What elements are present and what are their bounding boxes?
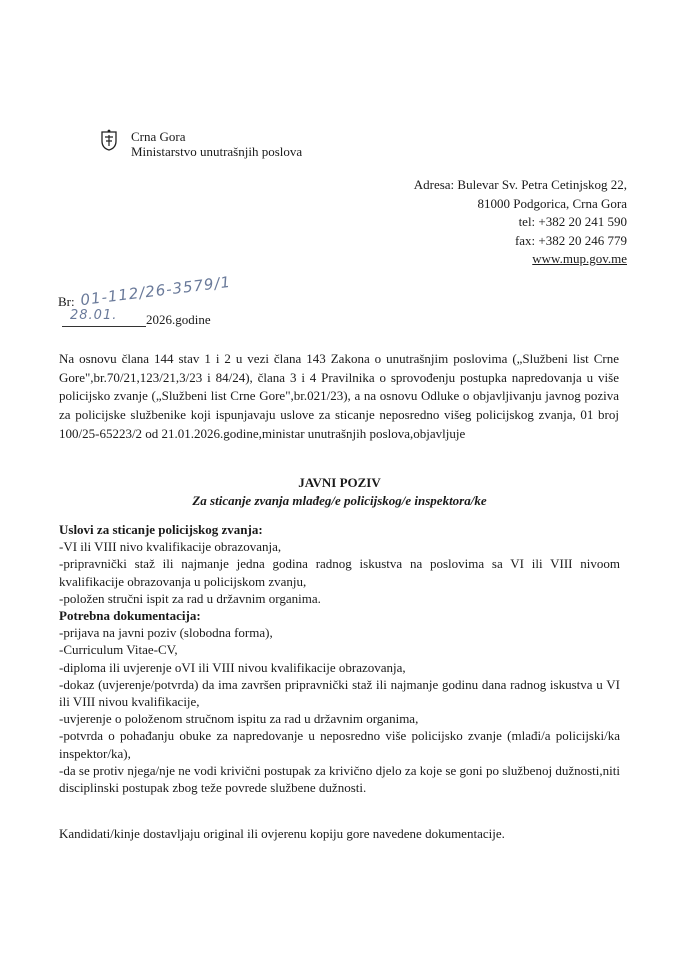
list-item: -diploma ili uvjerenje oVI ili VIII nivou kvalifikacije obrazovanja, (59, 659, 406, 675)
reference-block (58, 272, 298, 334)
city-line: 81000 Podgorica, Crna Gora (477, 195, 627, 211)
address-line: Adresa: Bulevar Sv. Petra Cetinjskog 22, (413, 177, 627, 192)
organization-name (131, 129, 302, 159)
contact-block (414, 176, 627, 269)
date-suffix: 2026.godine (146, 312, 211, 327)
list-item: -pripravnički staž ili najmanje jedna godina radnog iskustva na poslovima sa VI ili VIII nivoom kvalifikacije obrazovanja u policijskom zvanju, (59, 556, 620, 589)
page-subtitle: Za sticanje zvanja mlađeg/e policijskog/e inspektora/ke (192, 493, 487, 508)
date-underline (62, 326, 146, 327)
page-title: JAVNI POZIV (298, 475, 381, 490)
documents-heading: Potrebna dokumentacija: (59, 608, 201, 624)
handwritten-date: 28.01. (70, 308, 118, 323)
website-link[interactable]: www.mup.gov.me (532, 251, 627, 266)
requirements-section (59, 521, 620, 796)
fax: fax: +382 20 246 779 (514, 232, 627, 248)
country-name: Crna Gora (131, 129, 186, 144)
ministry-name: Ministarstvo unutrašnjih poslova (131, 144, 303, 159)
handwritten-number: 01-112/26-3579/1 (79, 272, 233, 310)
closing-note: Kandidati/kinje dostavljaju original ili ovjerenu kopiju gore navedene dokumentacije. (59, 826, 505, 841)
intro-text: Na osnovu člana 144 stav 1 i 2 u vezi člana 143 Zakona o unutrašnjim poslovima („Službeni list Crne Gore",br.70/21,123/21,3/23 i 84/24), člana 3 i 4 Pravilnika o sprovođenju postupka napredovanja u više policijsko zvanje („Službeni list Crne Gore",br.021/23), a na osnovu Odluke o objavljivanju javnog poziva za policijske službenike koji ispunjavaju uslove za sticanje neposredno višeg policijskog zvanja, 01 broj 100/25-65223/2 od 21.01.2026.godine,ministar unutrašnjih poslova,objavljuje (59, 351, 619, 441)
number-label: Br: (58, 294, 75, 309)
coat-of-arms-icon (97, 128, 121, 152)
list-item: -dokaz (uvjerenje/potvrda) da ima završen pripravnički staž ili najmanje godinu dana radnog iskustva u VI ili VIII nivou kvalifikacije, (59, 676, 620, 710)
list-item: -potvrda o pohađanju obuke za napredovanje u neposredno više policijsko zvanje (mlađi/a policijski/ka inspektor/ka), (59, 728, 620, 761)
intro-paragraph (59, 350, 619, 444)
list-item: -da se protiv njega/nje ne vodi krivični postupak za krivično djelo za koje se goni po službenoj dužnosti,niti disciplinski postupak zbog teže povrede službene dužnosti. (59, 762, 620, 796)
list-item: -položen stručni ispit za rad u državnim organima. (59, 590, 321, 606)
list-item: -prijava na javni poziv (slobodna forma), (59, 625, 273, 641)
phone: tel: +382 20 241 590 (518, 214, 627, 229)
list-item: -uvjerenje o položenom stručnom ispitu za rad u državnim organima, (59, 711, 419, 727)
list-item: -VI ili VIII nivo kvalifikacije obrazovanja, (59, 539, 282, 555)
conditions-heading: Uslovi za sticanje policijskog zvanja: (59, 522, 263, 537)
list-item: -Curriculum Vitae-CV, (59, 642, 178, 658)
